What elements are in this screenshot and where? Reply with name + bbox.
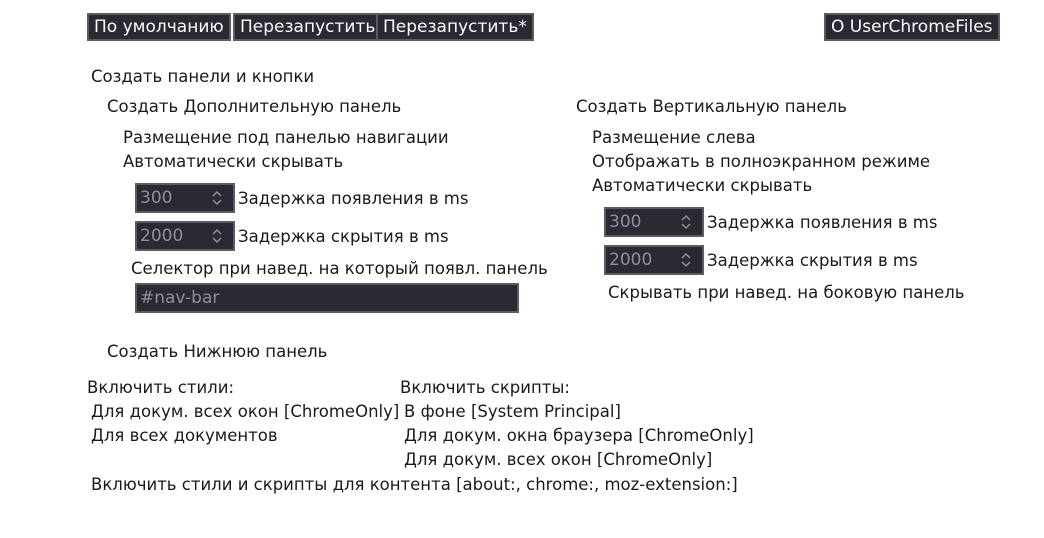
create-top-panel-checkbox[interactable]: Создать Дополнительную панель: [107, 97, 402, 116]
vertical-panel-fullscreen-checkbox[interactable]: Отображать в полноэкранном режиме: [592, 152, 931, 171]
spinner-icon[interactable]: [211, 189, 223, 207]
styles-all-windows-checkbox[interactable]: Для докум. всех окон [ChromeOnly]: [91, 402, 400, 421]
scripts-background-checkbox[interactable]: В фоне [System Principal]: [404, 402, 621, 421]
about-button[interactable]: О UserChromeFiles: [824, 13, 1000, 41]
hide-on-sidebar-checkbox[interactable]: Скрывать при навед. на боковую панель: [608, 283, 965, 302]
top-show-delay-label: Задержка появления в ms: [238, 189, 469, 208]
vertical-hide-delay-value: 2000: [609, 250, 653, 270]
top-panel-placement-checkbox[interactable]: Размещение под панелью навигации: [123, 128, 449, 147]
vertical-show-delay-input[interactable]: [604, 207, 704, 237]
top-show-delay-input[interactable]: [135, 183, 235, 213]
selector-label: Селектор при навед. на который появл. панель: [131, 259, 548, 278]
selector-input[interactable]: #nav-bar: [135, 283, 519, 313]
restart-star-button[interactable]: Перезапустить*: [376, 13, 534, 41]
create-vertical-panel-checkbox[interactable]: Создать Вертикальную панель: [576, 97, 847, 116]
top-panel-autohide-checkbox[interactable]: Автоматически скрывать: [123, 152, 344, 171]
spinner-icon[interactable]: [680, 213, 692, 231]
spinner-icon[interactable]: [680, 251, 692, 269]
vertical-hide-delay-label: Задержка скрытия в ms: [707, 251, 918, 270]
restart-button[interactable]: Перезапустить: [233, 13, 382, 41]
spinner-icon[interactable]: [211, 227, 223, 245]
top-hide-delay-value: 2000: [140, 226, 184, 246]
vertical-show-delay-label: Задержка появления в ms: [707, 213, 938, 232]
vertical-panel-placement-checkbox[interactable]: Размещение слева: [592, 128, 756, 147]
default-button[interactable]: По умолчанию: [87, 13, 231, 41]
styles-title: Включить стили:: [87, 378, 235, 397]
scripts-all-windows-checkbox[interactable]: Для докум. всех окон [ChromeOnly]: [404, 450, 713, 469]
vertical-panel-autohide-checkbox[interactable]: Автоматически скрывать: [592, 176, 813, 195]
top-hide-delay-label: Задержка скрытия в ms: [238, 227, 449, 246]
content-styles-scripts-checkbox[interactable]: Включить стили и скрипты для контента [about:, chrome:, moz-extension:]: [91, 475, 738, 494]
scripts-title: Включить скрипты:: [400, 378, 570, 397]
vertical-show-delay-value: 300: [609, 212, 642, 232]
scripts-browser-window-checkbox[interactable]: Для докум. окна браузера [ChromeOnly]: [404, 426, 754, 445]
vertical-hide-delay-input[interactable]: [604, 245, 704, 275]
create-bottom-panel-checkbox[interactable]: Создать Нижнюю панель: [107, 342, 328, 361]
top-show-delay-value: 300: [140, 188, 173, 208]
styles-all-documents-checkbox[interactable]: Для всех документов: [91, 426, 278, 445]
top-hide-delay-input[interactable]: [135, 221, 235, 251]
create-panels-checkbox[interactable]: Создать панели и кнопки: [91, 67, 315, 86]
